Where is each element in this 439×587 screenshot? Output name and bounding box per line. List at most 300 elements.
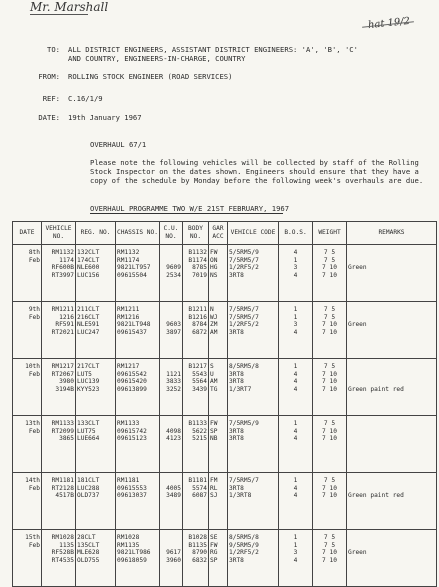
date-cell <box>13 473 42 530</box>
chassis-no-cell-line: RM1216 <box>117 313 140 321</box>
vehicle-code-cell-line: 3RT8 <box>229 271 244 279</box>
weight-cell-line: 7 10 <box>322 492 337 500</box>
reg-no-cell-line: OLD755 <box>77 556 100 564</box>
cu-no-cell <box>160 530 183 587</box>
bos-cell-line: 3 <box>293 264 298 272</box>
vehicle-code-cell-line: 1/3RT8 <box>229 492 252 500</box>
gar-acc-cell-line: RL <box>210 484 218 492</box>
date-cell-line: 8th <box>28 249 40 256</box>
weight-cell-line: 7 10 <box>322 264 337 272</box>
bos-cell-line: 1 <box>293 541 298 549</box>
body-no-cell <box>183 416 209 473</box>
remarks-cell-line <box>348 485 435 493</box>
programme-underline <box>90 213 283 214</box>
body-no-cell <box>183 359 209 416</box>
reg-no-cell-line: 181CLT <box>77 477 100 484</box>
chassis-no-cell-line: RM1211 <box>117 306 140 313</box>
weight-cell-line: 7 10 <box>322 321 337 329</box>
body-no-cell-line: B1132 <box>188 249 207 256</box>
body-no-cell-line: 5564 <box>192 378 207 386</box>
bos-cell-line: 4 <box>293 249 298 256</box>
date-value: 19th January 1967 <box>68 113 142 122</box>
table-row <box>13 473 437 530</box>
vehicle-no-cell-line: 4517B <box>55 492 74 500</box>
date-cell-line: Feb <box>28 313 40 321</box>
chassis-no-cell-line: RM1181 <box>117 477 140 484</box>
reg-no-cell-line: 28CLT <box>77 534 96 541</box>
weight-cell-line: 7 5 <box>323 477 336 484</box>
cu-no-cell-line <box>161 542 181 550</box>
handwritten-underline <box>30 14 88 15</box>
chassis-no-cell-line: 09615437 <box>117 328 147 336</box>
date-cell-line: Feb <box>28 484 40 492</box>
weight-cell-line: 7 5 <box>323 363 336 370</box>
gar-acc-cell-line: N <box>210 306 214 313</box>
chassis-no-cell <box>116 245 160 302</box>
vehicle-no-cell <box>42 416 76 473</box>
cu-no-cell-line: 9617 <box>166 549 181 557</box>
vehicle-code-cell-line: 1/2RF5/2 <box>229 321 259 329</box>
vehicle-code-cell-line: 3RT8 <box>229 378 244 386</box>
vehicle-code-cell-line: 3RT8 <box>229 484 244 492</box>
bos-cell-line: 1 <box>293 313 298 321</box>
vehicle-code-cell-line: 3RT8 <box>229 435 244 443</box>
date-cell <box>13 302 42 359</box>
col-chassis-no: CHASSIS NO. <box>116 222 160 245</box>
date-cell-line: 15th <box>25 534 40 541</box>
bos-cell-line: 1 <box>293 534 298 541</box>
remarks-cell <box>347 359 437 416</box>
remarks-cell <box>347 530 437 587</box>
body-no-cell-line: 6832 <box>192 556 207 564</box>
col-body-no: BODY NO. <box>183 222 209 245</box>
weight-cell <box>313 245 347 302</box>
vehicle-code-cell-line: 1/3RT7 <box>229 385 252 393</box>
chassis-no-cell-line: 09615123 <box>117 435 147 443</box>
date-cell <box>13 530 42 587</box>
chassis-no-cell-line: RM1174 <box>117 256 140 264</box>
chassis-no-cell-line: 9821LT948 <box>117 321 151 329</box>
vehicle-no-cell-line: RT2128 <box>51 484 74 492</box>
body-no-cell <box>183 302 209 359</box>
body-no-cell <box>183 473 209 530</box>
vehicle-no-cell-line: RM1181 <box>51 477 74 484</box>
chassis-no-cell <box>116 359 160 416</box>
reg-no-cell <box>76 302 116 359</box>
overhaul-heading: OVERHAUL 67/1 <box>90 140 147 149</box>
weight-cell-line: 7 10 <box>322 435 337 443</box>
table-row <box>13 302 437 359</box>
remarks-cell-line: Green paint red <box>348 385 404 393</box>
chassis-no-cell-line: RM1132 <box>117 249 140 256</box>
remarks-cell-line <box>348 435 435 443</box>
body-no-cell-line: 5622 <box>192 427 207 435</box>
vehicle-code-cell <box>228 473 279 530</box>
vehicle-code-cell-line: 8/5RM5/8 <box>229 534 259 541</box>
vehicle-no-cell <box>42 530 76 587</box>
gar-acc-cell-line: WJ <box>210 313 218 321</box>
date-cell-line: 10th <box>25 363 40 370</box>
remarks-cell <box>347 473 437 530</box>
body-no-cell-line: B1217 <box>188 363 207 370</box>
col-vehicle-code: VEHICLE CODE <box>228 222 279 245</box>
gar-acc-cell <box>209 530 228 587</box>
vehicle-code-cell-line: 7/5RM5/7 <box>229 256 259 264</box>
gar-acc-cell-line: SP <box>210 556 218 564</box>
remarks-cell-line <box>348 557 435 565</box>
weight-cell-line: 7 5 <box>323 313 336 321</box>
vehicle-no-cell-line: 1135 <box>59 541 74 549</box>
cu-no-cell-line: 3960 <box>166 556 181 564</box>
handwritten-name: Mr. Marshall <box>30 0 109 14</box>
weight-cell-line: 7 5 <box>323 306 336 313</box>
vehicle-no-cell <box>42 359 76 416</box>
table-row <box>13 359 437 416</box>
cu-no-cell-line <box>161 420 181 428</box>
cu-no-cell <box>160 302 183 359</box>
gar-acc-cell-line: ON <box>210 256 218 264</box>
weight-cell <box>313 530 347 587</box>
vehicle-code-cell-line: 7/5RM5/7 <box>229 477 259 484</box>
chassis-no-cell-line: 09613037 <box>117 492 147 500</box>
weight-cell <box>313 302 347 359</box>
date-cell-line: 13th <box>25 420 40 427</box>
to-label: TO: <box>47 45 60 54</box>
body-no-cell-line: B1135 <box>188 541 207 549</box>
vehicle-code-cell-line: 5/5RM5/9 <box>229 249 259 256</box>
remarks-cell-line: Green <box>348 549 367 557</box>
weight-cell-line: 7 10 <box>322 549 337 557</box>
remarks-cell <box>347 302 437 359</box>
weight-cell <box>313 416 347 473</box>
reg-no-cell <box>76 245 116 302</box>
reg-no-cell-line: 217CLT <box>77 363 100 370</box>
reg-no-cell-line: 211CLT <box>77 306 100 313</box>
vehicle-code-cell-line: 3RT8 <box>229 427 244 435</box>
cu-no-cell-line <box>161 249 181 257</box>
chassis-no-cell-line: 09615420 <box>117 378 147 386</box>
gar-acc-cell-line: SJ <box>210 492 218 500</box>
chassis-no-cell-line: RM1135 <box>117 541 140 549</box>
programme-heading: OVERHAUL PROGRAMME TWO W/E 21ST FEBRUARY, 1967 <box>90 204 290 213</box>
reg-no-cell <box>76 473 116 530</box>
vehicle-code-cell <box>228 359 279 416</box>
gar-acc-cell <box>209 302 228 359</box>
weight-cell-line: 7 5 <box>323 249 336 256</box>
gar-acc-cell-line: U <box>210 370 214 378</box>
vehicle-no-cell-line: RM1028 <box>51 534 74 541</box>
cu-no-cell-line: 9609 <box>166 264 181 272</box>
bos-cell-line: 4 <box>293 385 298 393</box>
reg-no-cell <box>76 359 116 416</box>
bos-cell-line: 4 <box>293 435 298 443</box>
chassis-no-cell-line: 09618059 <box>117 556 147 564</box>
cu-no-cell-line: 3252 <box>166 385 181 393</box>
vehicle-code-cell-line: 9/5RM5/9 <box>229 541 259 549</box>
body-no-cell-line: 5574 <box>192 484 207 492</box>
body-no-cell-line: B1133 <box>188 420 207 427</box>
chassis-no-cell-line: 09615542 <box>117 370 147 378</box>
cu-no-cell-line: 4123 <box>166 435 181 443</box>
col-bos: B.O.S. <box>279 222 313 245</box>
remarks-cell-line <box>348 428 435 436</box>
reg-no-cell-line: 174CLT <box>77 256 100 264</box>
vehicle-code-cell-line: 3RT8 <box>229 370 244 378</box>
ref-label: REF: <box>42 94 60 103</box>
vehicle-code-cell-line: 1/2RF5/2 <box>229 264 259 272</box>
bos-cell <box>279 359 313 416</box>
vehicle-no-cell <box>42 245 76 302</box>
body-no-cell-line: 6872 <box>192 328 207 336</box>
col-weight: WEIGHT <box>313 222 347 245</box>
bos-cell-line: 4 <box>293 556 298 564</box>
reg-no-cell-line: NLE600 <box>77 264 100 272</box>
gar-acc-cell-line: FW <box>210 249 218 256</box>
col-reg-no: REG. NO. <box>76 222 116 245</box>
chassis-no-cell-line: 09615742 <box>117 427 147 435</box>
cu-no-cell-line <box>161 306 181 314</box>
table-row <box>13 245 437 302</box>
table-row <box>13 530 437 587</box>
to-line-1: ALL DISTRICT ENGINEERS, ASSISTANT DISTRICT ENGINEERS: 'A', 'B', 'C' <box>68 45 358 54</box>
bos-cell-line: 4 <box>293 328 298 336</box>
chassis-no-cell <box>116 302 160 359</box>
weight-cell-line: 7 10 <box>322 385 337 393</box>
vehicle-no-cell-line: 3980 <box>59 378 74 386</box>
chassis-no-cell <box>116 416 160 473</box>
weight-cell-line: 7 10 <box>322 556 337 564</box>
body-no-cell-line: 8784 <box>192 321 207 329</box>
remarks-cell-line: Green paint red <box>348 492 404 500</box>
reg-no-cell-line: 132CLT <box>77 249 100 256</box>
cu-no-cell-line: 3833 <box>166 378 181 386</box>
table-header-row <box>13 222 437 245</box>
cu-no-cell-line: 4005 <box>166 484 181 492</box>
chassis-no-cell <box>116 473 160 530</box>
date-cell-line: Feb <box>28 541 40 549</box>
chassis-no-cell-line: 9821LT957 <box>117 264 151 272</box>
chassis-no-cell-line: 09613899 <box>117 385 147 393</box>
body-no-cell-line: B1181 <box>188 477 207 484</box>
remarks-cell-line <box>348 477 435 485</box>
body-no-cell-line: 3439 <box>192 385 207 393</box>
vehicle-code-cell-line: 3RT8 <box>229 328 244 336</box>
vehicle-code-cell <box>228 530 279 587</box>
chassis-no-cell-line: 9821LT986 <box>117 549 151 557</box>
from-value: ROLLING STOCK ENGINEER (ROAD SERVICES) <box>68 72 233 81</box>
reg-no-cell <box>76 530 116 587</box>
bos-cell-line: 3 <box>293 549 298 557</box>
instruction-paragraph: Please note the following vehicles will be collected by staff of the Rolling Stock Inspector on the dates shown. Engineers should ensure that they have a copy of the schedule by Monday before the following week's overhauls are due. <box>90 158 424 185</box>
vehicle-code-cell-line: 3RT8 <box>229 556 244 564</box>
vehicle-code-cell-line: 7/5RM5/9 <box>229 420 259 427</box>
reg-no-cell-line: LUC156 <box>77 271 100 279</box>
cu-no-cell-line <box>161 534 181 542</box>
chassis-no-cell-line: 09615553 <box>117 484 147 492</box>
cu-no-cell <box>160 359 183 416</box>
vehicle-no-cell-line: RT2099 <box>51 427 74 435</box>
gar-acc-cell-line: FM <box>210 477 218 484</box>
date-cell-line: 9th <box>28 306 40 313</box>
remarks-cell-line <box>348 363 435 371</box>
vehicle-no-cell-line: RF600B <box>51 264 74 272</box>
cu-no-cell-line: 3897 <box>166 328 181 336</box>
vehicle-code-cell-line: 7/5RM5/7 <box>229 306 259 313</box>
date-cell <box>13 416 42 473</box>
bos-cell <box>279 416 313 473</box>
bos-cell-line: 4 <box>293 271 298 279</box>
vehicle-no-cell-line: RM1132 <box>51 249 74 256</box>
vehicle-no-cell-line: RT2021 <box>51 328 74 336</box>
gar-acc-cell-line: ZM <box>210 321 218 329</box>
remarks-cell-line <box>348 249 435 257</box>
bos-cell-line: 1 <box>293 477 298 484</box>
date-cell <box>13 245 42 302</box>
remarks-cell-line: Green <box>348 264 367 272</box>
cu-no-cell-line <box>161 314 181 322</box>
reg-no-cell-line: OLD737 <box>77 492 100 500</box>
weight-cell-line: 7 5 <box>323 256 336 264</box>
col-remarks: REMARKS <box>347 222 437 245</box>
gar-acc-cell <box>209 473 228 530</box>
vehicle-no-cell-line: RF591 <box>55 321 74 329</box>
weight-cell-line: 7 5 <box>323 534 336 541</box>
cu-no-cell-line: 9603 <box>166 321 181 329</box>
date-cell-line: Feb <box>28 370 40 378</box>
overhaul-schedule-table <box>12 221 437 587</box>
col-vehicle-no: VEHICLE NO. <box>42 222 76 245</box>
reg-no-cell-line: LUT5 <box>77 370 92 378</box>
gar-acc-cell-line: SE <box>210 534 218 541</box>
remarks-cell-line <box>348 542 435 550</box>
weight-cell-line: 7 5 <box>323 541 336 549</box>
gar-acc-cell <box>209 416 228 473</box>
vehicle-no-cell-line: RM1211 <box>51 306 74 313</box>
cu-no-cell-line <box>161 363 181 371</box>
col-cu-no: C.U. NO. <box>160 222 183 245</box>
weight-cell-line: 7 10 <box>322 328 337 336</box>
remarks-cell-line: Green <box>348 321 367 329</box>
chassis-no-cell-line: RM1133 <box>117 420 140 427</box>
reg-no-cell-line: LUT75 <box>77 427 96 435</box>
gar-acc-cell-line: HG <box>210 264 218 272</box>
reg-no-cell-line: MLE628 <box>77 549 100 557</box>
body-no-cell <box>183 530 209 587</box>
bos-cell-line: 1 <box>293 256 298 264</box>
chassis-no-cell-line: 09615504 <box>117 271 147 279</box>
bos-cell-line: 4 <box>293 427 298 435</box>
date-cell-line: Feb <box>28 427 40 435</box>
date-cell <box>13 359 42 416</box>
bos-cell-line: 4 <box>293 492 298 500</box>
body-no-cell <box>183 245 209 302</box>
gar-acc-cell-line: RG <box>210 549 218 557</box>
vehicle-no-cell-line: RT3997 <box>51 271 74 279</box>
vehicle-no-cell-line: RM1133 <box>51 420 74 427</box>
remarks-cell-line <box>348 306 435 314</box>
reg-no-cell-line: LUC139 <box>77 378 100 386</box>
remarks-cell-line <box>348 314 435 322</box>
cu-no-cell-line <box>161 477 181 485</box>
from-label: FROM: <box>38 72 60 81</box>
reg-no-cell-line: 135CLT <box>77 541 100 549</box>
vehicle-code-cell-line: 7/5RM5/7 <box>229 313 259 321</box>
vehicle-code-cell-line: 8/5RM5/8 <box>229 363 259 370</box>
weight-cell-line: 7 5 <box>323 420 336 427</box>
remarks-cell-line <box>348 378 435 386</box>
bos-cell-line: 4 <box>293 370 298 378</box>
chassis-no-cell-line: RM1028 <box>117 534 140 541</box>
reg-no-cell-line: LUC288 <box>77 484 100 492</box>
remarks-cell-line <box>348 534 435 542</box>
weight-cell-line: 7 10 <box>322 370 337 378</box>
weight-cell-line: 7 10 <box>322 427 337 435</box>
body-no-cell-line: B1028 <box>188 534 207 541</box>
vehicle-no-cell-line: 3865 <box>59 435 74 443</box>
vehicle-no-cell-line: 1216 <box>59 313 74 321</box>
gar-acc-cell-line: TG <box>210 385 218 393</box>
vehicle-no-cell-line: RF528B <box>51 549 74 557</box>
gar-acc-cell-line: NS <box>210 271 218 279</box>
cu-no-cell-line: 3489 <box>166 492 181 500</box>
body-no-cell-line: B1211 <box>188 306 207 313</box>
bos-cell-line: 1 <box>293 306 298 313</box>
weight-cell <box>313 473 347 530</box>
reg-no-cell-line: 216CLT <box>77 313 100 321</box>
vehicle-code-cell <box>228 302 279 359</box>
chassis-no-cell-line: RM1217 <box>117 363 140 370</box>
body-no-cell-line: 5215 <box>192 435 207 443</box>
vehicle-no-cell-line: RM1217 <box>51 363 74 370</box>
vehicle-no-cell-line: RT4535 <box>51 556 74 564</box>
weight-cell-line: 7 10 <box>322 378 337 386</box>
bos-cell <box>279 530 313 587</box>
vehicle-no-cell-line: RT2067 <box>51 370 74 378</box>
body-no-cell-line: 7019 <box>192 271 207 279</box>
date-cell-line: Feb <box>28 256 40 264</box>
vehicle-code-cell <box>228 245 279 302</box>
body-no-cell-line: 6087 <box>192 492 207 500</box>
col-date: DATE <box>13 222 42 245</box>
remarks-cell-line <box>348 371 435 379</box>
cu-no-cell-line: 2534 <box>166 271 181 279</box>
vehicle-no-cell-line: 1174 <box>59 256 74 264</box>
remarks-cell-line <box>348 257 435 265</box>
remarks-cell-line <box>348 272 435 280</box>
body-no-cell-line: B1216 <box>188 313 207 321</box>
reg-no-cell <box>76 416 116 473</box>
chassis-no-cell <box>116 530 160 587</box>
bos-cell-line: 4 <box>293 484 298 492</box>
bos-cell-line: 3 <box>293 321 298 329</box>
gar-acc-cell-line: FW <box>210 420 218 427</box>
vehicle-code-cell-line: 1/2RF5/2 <box>229 549 259 557</box>
cu-no-cell-line <box>161 257 181 265</box>
bos-cell-line: 1 <box>293 363 298 370</box>
remarks-cell-line <box>348 420 435 428</box>
gar-acc-cell-line: AM <box>210 328 218 336</box>
bos-cell <box>279 473 313 530</box>
cu-no-cell <box>160 416 183 473</box>
bos-cell <box>279 302 313 359</box>
remarks-cell <box>347 245 437 302</box>
gar-acc-cell-line: NB <box>210 435 218 443</box>
weight-cell-line: 7 10 <box>322 271 337 279</box>
bos-cell-line: 4 <box>293 378 298 386</box>
gar-acc-cell <box>209 245 228 302</box>
body-no-cell-line: 5543 <box>192 370 207 378</box>
vehicle-no-cell <box>42 473 76 530</box>
